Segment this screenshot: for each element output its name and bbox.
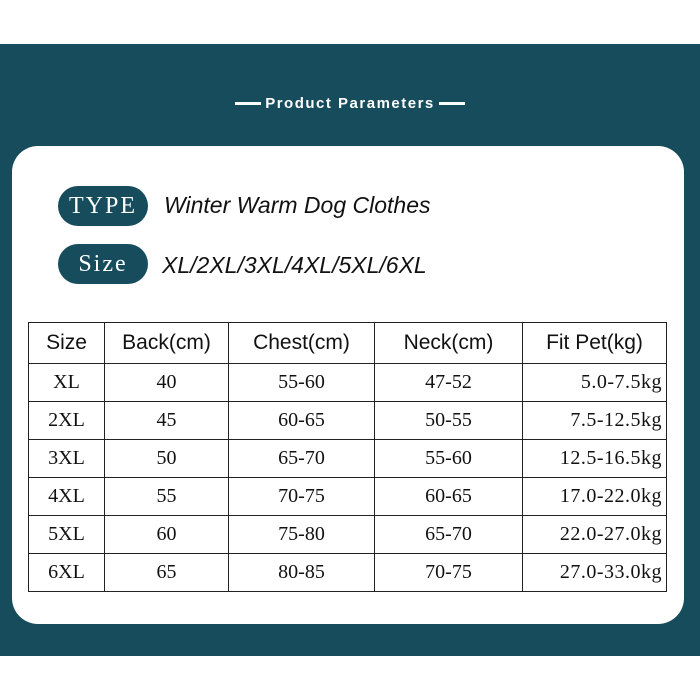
cell-neck: 55-60 — [375, 440, 523, 478]
cell-neck: 50-55 — [375, 402, 523, 440]
cell-chest: 60-65 — [229, 402, 375, 440]
header-size: Size — [29, 323, 105, 364]
section-header — [0, 92, 700, 114]
header-chest: Chest(cm) — [229, 323, 375, 364]
table-row — [29, 440, 667, 478]
cell-chest: 80-85 — [229, 554, 375, 592]
cell-chest: 65-70 — [229, 440, 375, 478]
cell-chest: 55-60 — [229, 364, 375, 402]
cell-fit-pet: 27.0-33.0kg — [523, 554, 667, 592]
type-value: Winter Warm Dog Clothes — [164, 192, 431, 218]
cell-size: 4XL — [29, 478, 105, 516]
cell-neck: 65-70 — [375, 516, 523, 554]
header-neck: Neck(cm) — [375, 323, 523, 364]
header-back: Back(cm) — [105, 323, 229, 364]
cell-fit-pet: 17.0-22.0kg — [523, 478, 667, 516]
cell-neck: 60-65 — [375, 478, 523, 516]
table-row — [29, 402, 667, 440]
size-label-pill: Size — [58, 244, 148, 284]
header-left-dash — [235, 102, 261, 105]
cell-size: 5XL — [29, 516, 105, 554]
cell-fit-pet: 5.0-7.5kg — [523, 364, 667, 402]
size-value: XL/2XL/3XL/4XL/5XL/6XL — [162, 252, 427, 278]
table-row — [29, 478, 667, 516]
cell-fit-pet: 12.5-16.5kg — [523, 440, 667, 478]
header-title: Product Parameters — [265, 94, 435, 112]
cell-fit-pet: 22.0-27.0kg — [523, 516, 667, 554]
cell-chest: 75-80 — [229, 516, 375, 554]
table-header-row — [29, 323, 667, 364]
size-chart-table — [28, 322, 667, 592]
cell-back: 55 — [105, 478, 229, 516]
cell-size: 2XL — [29, 402, 105, 440]
cell-fit-pet: 7.5-12.5kg — [523, 402, 667, 440]
table-row — [29, 554, 667, 592]
cell-size: 3XL — [29, 440, 105, 478]
type-label-pill: TYPE — [58, 186, 148, 226]
cell-neck: 70-75 — [375, 554, 523, 592]
cell-back: 50 — [105, 440, 229, 478]
cell-back: 65 — [105, 554, 229, 592]
table-row — [29, 516, 667, 554]
cell-neck: 47-52 — [375, 364, 523, 402]
cell-back: 40 — [105, 364, 229, 402]
cell-back: 60 — [105, 516, 229, 554]
header-fit-pet: Fit Pet(kg) — [523, 323, 667, 364]
header-right-dash — [439, 102, 465, 105]
cell-back: 45 — [105, 402, 229, 440]
cell-size: XL — [29, 364, 105, 402]
cell-chest: 70-75 — [229, 478, 375, 516]
table-row — [29, 364, 667, 402]
cell-size: 6XL — [29, 554, 105, 592]
